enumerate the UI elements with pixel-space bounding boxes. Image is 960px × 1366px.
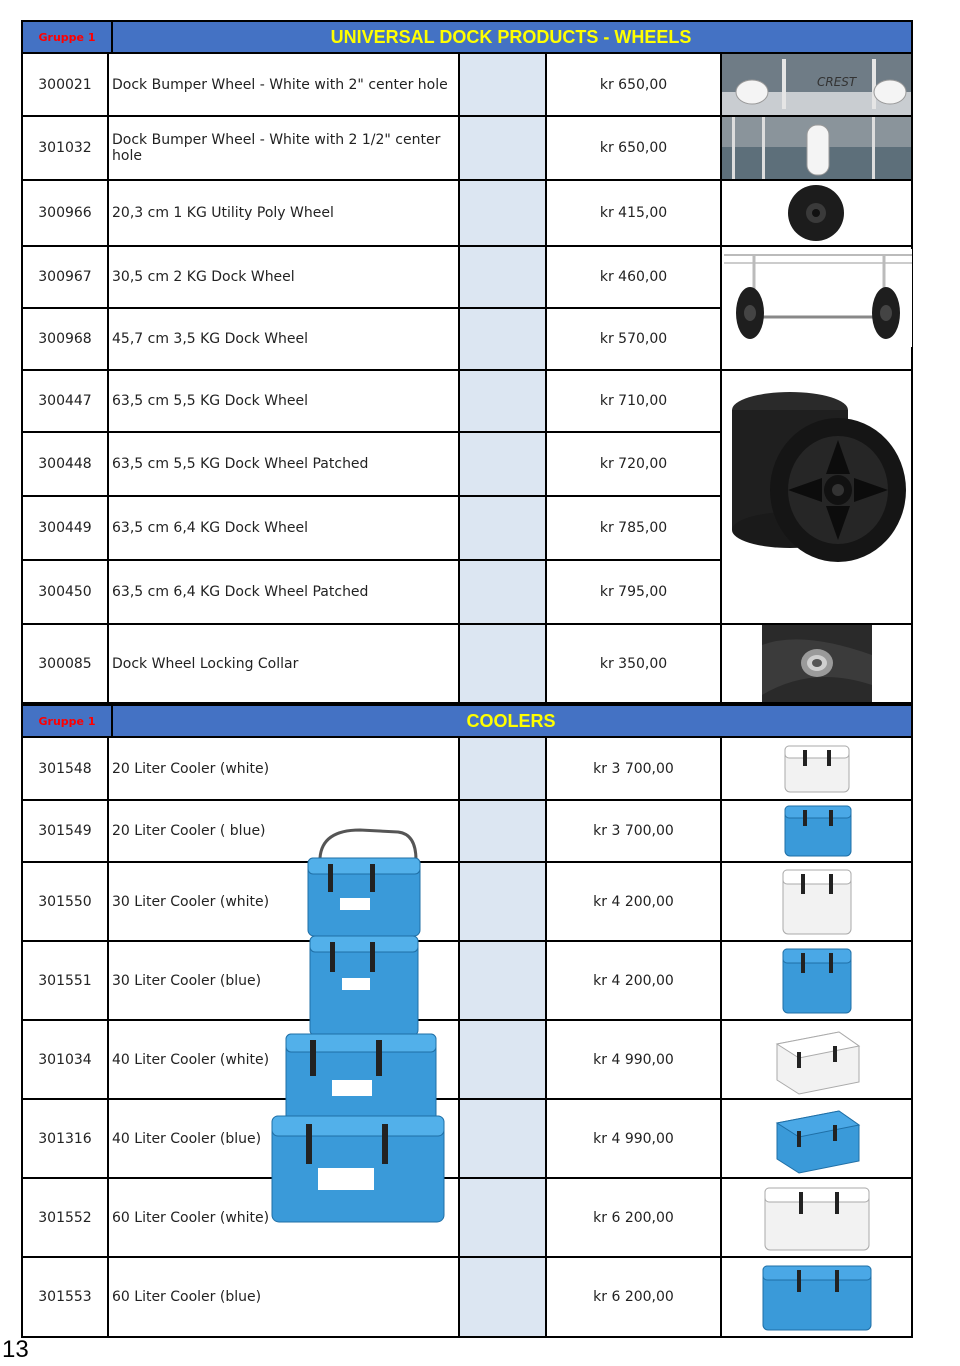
table-row <box>21 1021 913 1100</box>
item-description: 30,5 cm 2 KG Dock Wheel <box>109 247 460 309</box>
dock-wheels-frame-image <box>724 249 912 347</box>
quantity-cell <box>460 738 547 801</box>
item-price: kr 785,00 <box>547 497 722 561</box>
table-row <box>21 801 913 863</box>
item-code: 300085 <box>21 625 109 704</box>
quantity-cell <box>460 309 547 371</box>
section-title: UNIVERSAL DOCK PRODUCTS - WHEELS <box>330 26 692 47</box>
product-image-cell <box>722 1179 913 1258</box>
quantity-cell <box>460 1258 547 1338</box>
product-image-cell <box>722 942 913 1021</box>
cooler-white-image <box>775 866 859 938</box>
item-description: 60 Liter Cooler (blue) <box>109 1258 460 1338</box>
product-image-cell <box>722 117 913 181</box>
quantity-cell <box>460 371 547 433</box>
item-code: 301552 <box>21 1179 109 1258</box>
section-header-coolers <box>21 704 913 738</box>
item-code: 300968 <box>21 309 109 371</box>
quantity-cell <box>460 1179 547 1258</box>
table-row <box>21 1179 913 1258</box>
item-code: 300448 <box>21 433 109 497</box>
group-label: Gruppe 1 <box>23 706 113 736</box>
item-code: 300449 <box>21 497 109 561</box>
cooler-blue-image <box>777 802 857 860</box>
svg-text:CREST: CREST <box>817 75 857 89</box>
item-code: 301549 <box>21 801 109 863</box>
utility-poly-wheel-image <box>722 181 911 245</box>
quantity-cell <box>460 942 547 1021</box>
table-row <box>21 942 913 1021</box>
item-code: 300966 <box>21 181 109 247</box>
item-price: kr 650,00 <box>547 54 722 117</box>
product-image-cell <box>722 1100 913 1179</box>
item-price: kr 720,00 <box>547 433 722 497</box>
item-code: 300967 <box>21 247 109 309</box>
item-description: 20 Liter Cooler (white) <box>109 738 460 801</box>
section-header-wheels <box>21 20 913 54</box>
locking-collar-image <box>762 625 872 702</box>
quantity-cell <box>460 247 547 309</box>
product-image-cell <box>722 625 913 704</box>
quantity-cell <box>460 1100 547 1179</box>
table-row <box>21 1100 913 1179</box>
cooler-blue-image <box>775 945 859 1017</box>
table-row <box>21 625 913 704</box>
item-description: 63,5 cm 6,4 KG Dock Wheel Patched <box>109 561 460 625</box>
item-price: kr 4 200,00 <box>547 942 722 1021</box>
item-description: Dock Bumper Wheel - White with 2 1/2" center hole <box>109 117 460 181</box>
cooler-white-image <box>769 1024 865 1096</box>
product-image-cell <box>722 54 913 117</box>
item-price: kr 4 990,00 <box>547 1021 722 1100</box>
quantity-cell <box>460 54 547 117</box>
quantity-cell <box>460 433 547 497</box>
quantity-cell <box>460 1021 547 1100</box>
quantity-cell <box>460 863 547 942</box>
item-description: 20,3 cm 1 KG Utility Poly Wheel <box>109 181 460 247</box>
item-price: kr 570,00 <box>547 309 722 371</box>
quantity-cell <box>460 181 547 247</box>
item-price: kr 6 200,00 <box>547 1179 722 1258</box>
product-image-cell <box>722 738 913 801</box>
item-description: 40 Liter Cooler (blue) <box>109 1100 460 1179</box>
quantity-cell <box>460 801 547 863</box>
item-code: 301548 <box>21 738 109 801</box>
item-price: kr 3 700,00 <box>547 738 722 801</box>
item-code: 301034 <box>21 1021 109 1100</box>
item-price: kr 6 200,00 <box>547 1258 722 1338</box>
quantity-cell <box>460 117 547 181</box>
item-description: 60 Liter Cooler (white) <box>109 1179 460 1258</box>
item-price: kr 350,00 <box>547 625 722 704</box>
item-description: Dock Bumper Wheel - White with 2" center hole <box>109 54 460 117</box>
table-row <box>21 1258 913 1338</box>
product-image-cell <box>722 1021 913 1100</box>
cooler-white-image <box>759 1182 875 1254</box>
quantity-cell <box>460 561 547 625</box>
item-code: 301550 <box>21 863 109 942</box>
item-code: 301316 <box>21 1100 109 1179</box>
product-image-cell <box>722 863 913 942</box>
item-price: kr 415,00 <box>547 181 722 247</box>
table-row <box>21 181 913 247</box>
item-price: kr 3 700,00 <box>547 801 722 863</box>
item-code: 300450 <box>21 561 109 625</box>
item-price: kr 460,00 <box>547 247 722 309</box>
item-price: kr 795,00 <box>547 561 722 625</box>
item-price: kr 650,00 <box>547 117 722 181</box>
item-description: 20 Liter Cooler ( blue) <box>109 801 460 863</box>
item-code: 301032 <box>21 117 109 181</box>
product-image-cell <box>722 181 913 247</box>
item-price: kr 4 200,00 <box>547 863 722 942</box>
item-price: kr 710,00 <box>547 371 722 433</box>
product-image-cell <box>722 1258 913 1338</box>
dock-wheels-stack-image <box>728 388 910 572</box>
item-code: 301551 <box>21 942 109 1021</box>
section-title: COOLERS <box>466 710 556 731</box>
table-row <box>21 863 913 942</box>
item-code: 300447 <box>21 371 109 433</box>
page-number: 13 <box>2 1336 29 1363</box>
item-price: kr 4 990,00 <box>547 1100 722 1179</box>
item-description: 45,7 cm 3,5 KG Dock Wheel <box>109 309 460 371</box>
table-row <box>21 738 913 801</box>
quantity-cell <box>460 497 547 561</box>
bumper-wheel-dock-image <box>722 117 911 179</box>
table-row <box>21 54 913 117</box>
item-code: 300021 <box>21 54 109 117</box>
item-description: 40 Liter Cooler (white) <box>109 1021 460 1100</box>
item-description: 63,5 cm 5,5 KG Dock Wheel Patched <box>109 433 460 497</box>
item-description: 63,5 cm 5,5 KG Dock Wheel <box>109 371 460 433</box>
product-image-cell <box>722 801 913 863</box>
cooler-stack-image <box>270 828 450 1238</box>
cooler-blue-image <box>769 1103 865 1175</box>
item-code: 301553 <box>21 1258 109 1338</box>
item-description: 30 Liter Cooler (white) <box>109 863 460 942</box>
bumper-wheel-image <box>722 54 911 115</box>
item-description: Dock Wheel Locking Collar <box>109 625 460 704</box>
item-description: 30 Liter Cooler (blue) <box>109 942 460 1021</box>
group-label: Gruppe 1 <box>23 22 113 52</box>
quantity-cell <box>460 625 547 704</box>
item-description: 63,5 cm 6,4 KG Dock Wheel <box>109 497 460 561</box>
cooler-white-image <box>777 740 857 798</box>
table-row <box>21 117 913 181</box>
cooler-blue-image <box>757 1260 877 1334</box>
